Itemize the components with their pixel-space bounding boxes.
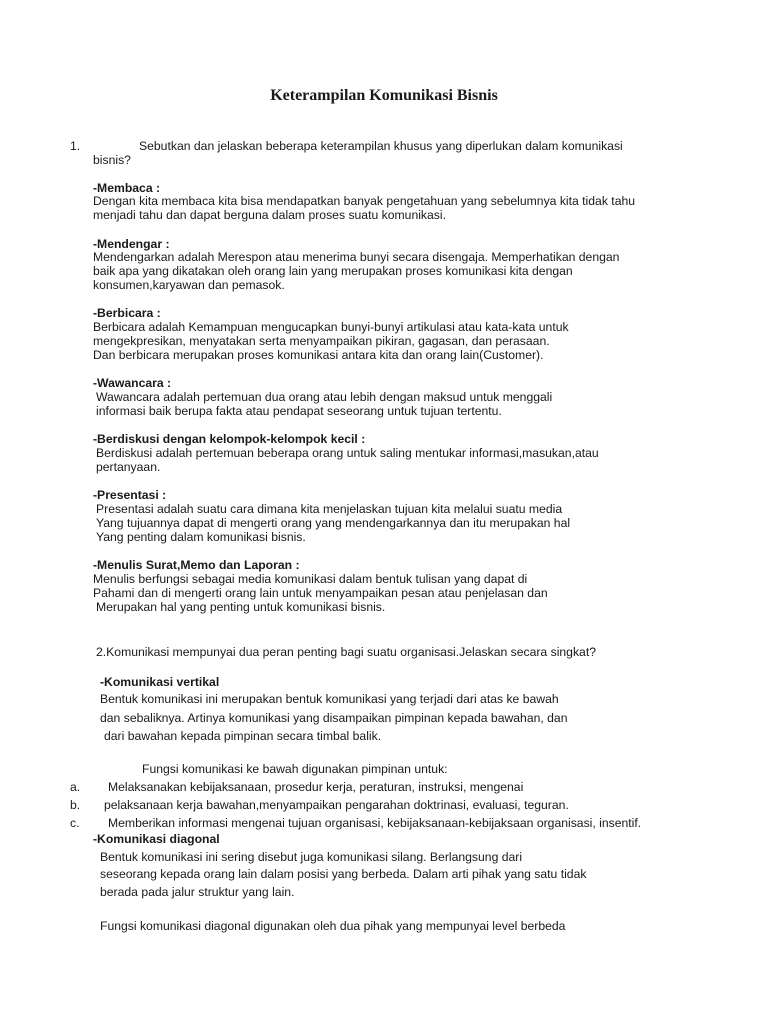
presentasi-heading: -Presentasi : — [93, 488, 167, 502]
presentasi-line: Presentasi adalah suatu cara dimana kita menjelaskan tujuan kita melalui suatu media — [96, 502, 563, 516]
document-title: Keterampilan Komunikasi Bisnis — [270, 87, 498, 104]
presentasi-line: Yang tujuannya dapat di mengerti orang yang mendengarkannya dan itu merupakan hal — [96, 516, 571, 530]
wawancara-heading: -Wawancara : — [93, 376, 172, 390]
vertikal-line: dari bawahan kepada pimpinan secara timbal balik. — [104, 729, 382, 743]
diagonal-fungsi: Fungsi komunikasi diagonal digunakan oleh dua pihak yang mempunyai level berbeda — [100, 919, 566, 933]
q1-question-line2: bisnis? — [93, 153, 131, 167]
presentasi-line: Yang penting dalam komunikasi bisnis. — [96, 530, 306, 544]
mendengar-line: baik apa yang dikatakan oleh orang lain yang merupakan proses komunikasi kita dengan — [93, 264, 573, 278]
diagonal-line: Bentuk komunikasi ini sering disebut juga komunikasi silang. Berlangsung dari — [100, 850, 523, 864]
membaca-line: menjadi tahu dan dapat berguna dalam proses suatu komunikasi. — [93, 208, 446, 222]
berbicara-line: mengekpresikan, menyatakan serta menyampaikan pikiran, gagasan, dan perasaan. — [93, 334, 550, 348]
membaca-line: Dengan kita membaca kita bisa mendapatkan banyak pengetahuan yang sebelumnya kita tidak tahu — [93, 194, 636, 208]
list-item: Memberikan informasi mengenai tujuan organisasi, kebijaksanaan-kebijaksaan organisasi, insentif. — [108, 816, 642, 830]
diagonal-line: seseorang kepada orang lain dalam posisi yang berbeda. Dalam arti pihak yang satu tidak — [100, 867, 587, 881]
menulis-line: Merupakan hal yang penting untuk komunikasi bisnis. — [96, 600, 386, 614]
wawancara-line: informasi baik berupa fakta atau pendapat seseorang untuk tujuan tertentu. — [96, 404, 502, 418]
list-marker: b. — [70, 798, 81, 812]
list-item: Melaksanakan kebijaksanaan, prosedur kerja, peraturan, instruksi, mengenai — [108, 780, 524, 794]
mendengar-line: konsumen,karyawan dan pemasok. — [93, 278, 285, 292]
diagonal-heading: -Komunikasi diagonal — [93, 832, 220, 846]
berdiskusi-line: Berdiskusi adalah pertemuan beberapa orang untuk saling mentukar informasi,masukan,atau — [96, 446, 599, 460]
q1-question-line1: Sebutkan dan jelaskan beberapa keterampilan khusus yang diperlukan dalam komunikasi — [139, 139, 623, 153]
mendengar-line: Mendengarkan adalah Merespon atau menerima bunyi secara disengaja. Memperhatikan dengan — [93, 250, 620, 264]
q1-number: 1. — [70, 139, 81, 153]
vertikal-fungsi-intro: Fungsi komunikasi ke bawah digunakan pimpinan untuk: — [142, 762, 448, 776]
vertikal-line: Bentuk komunikasi ini merupakan bentuk komunikasi yang terjadi dari atas ke bawah — [100, 692, 559, 706]
berdiskusi-line: pertanyaan. — [96, 460, 161, 474]
berbicara-heading: -Berbicara : — [93, 306, 161, 320]
membaca-heading: -Membaca : — [93, 181, 161, 195]
mendengar-heading: -Mendengar : — [93, 237, 170, 251]
berbicara-line: Berbicara adalah Kemampuan mengucapkan bunyi-bunyi artikulasi atau kata-kata untuk — [93, 320, 569, 334]
q2-question: 2.Komunikasi mempunyai dua peran penting bagi suatu organisasi.Jelaskan secara singkat? — [96, 645, 596, 659]
menulis-line: Pahami dan di mengerti orang lain untuk menyampaikan pesan atau penjelasan dan — [93, 586, 548, 600]
list-marker: c. — [70, 816, 80, 830]
berdiskusi-heading: -Berdiskusi dengan kelompok-kelompok kecil : — [93, 432, 366, 446]
berbicara-line: Dan berbicara merupakan proses komunikasi antara kita dan orang lain(Customer). — [93, 348, 544, 362]
list-item: pelaksanaan kerja bawahan,menyampaikan pengarahan doktrinasi, evaluasi, teguran. — [104, 798, 569, 812]
diagonal-line: berada pada jalur struktur yang lain. — [100, 885, 295, 899]
wawancara-line: Wawancara adalah pertemuan dua orang atau lebih dengan maksud untuk menggali — [96, 390, 553, 404]
vertikal-line: dan sebaliknya. Artinya komunikasi yang disampaikan pimpinan kepada bawahan, dan — [100, 711, 568, 725]
list-marker: a. — [70, 780, 81, 794]
menulis-line: Menulis berfungsi sebagai media komunikasi dalam bentuk tulisan yang dapat di — [93, 572, 528, 586]
menulis-heading: -Menulis Surat,Memo dan Laporan : — [93, 558, 300, 572]
vertikal-heading: -Komunikasi vertikal — [100, 675, 220, 689]
